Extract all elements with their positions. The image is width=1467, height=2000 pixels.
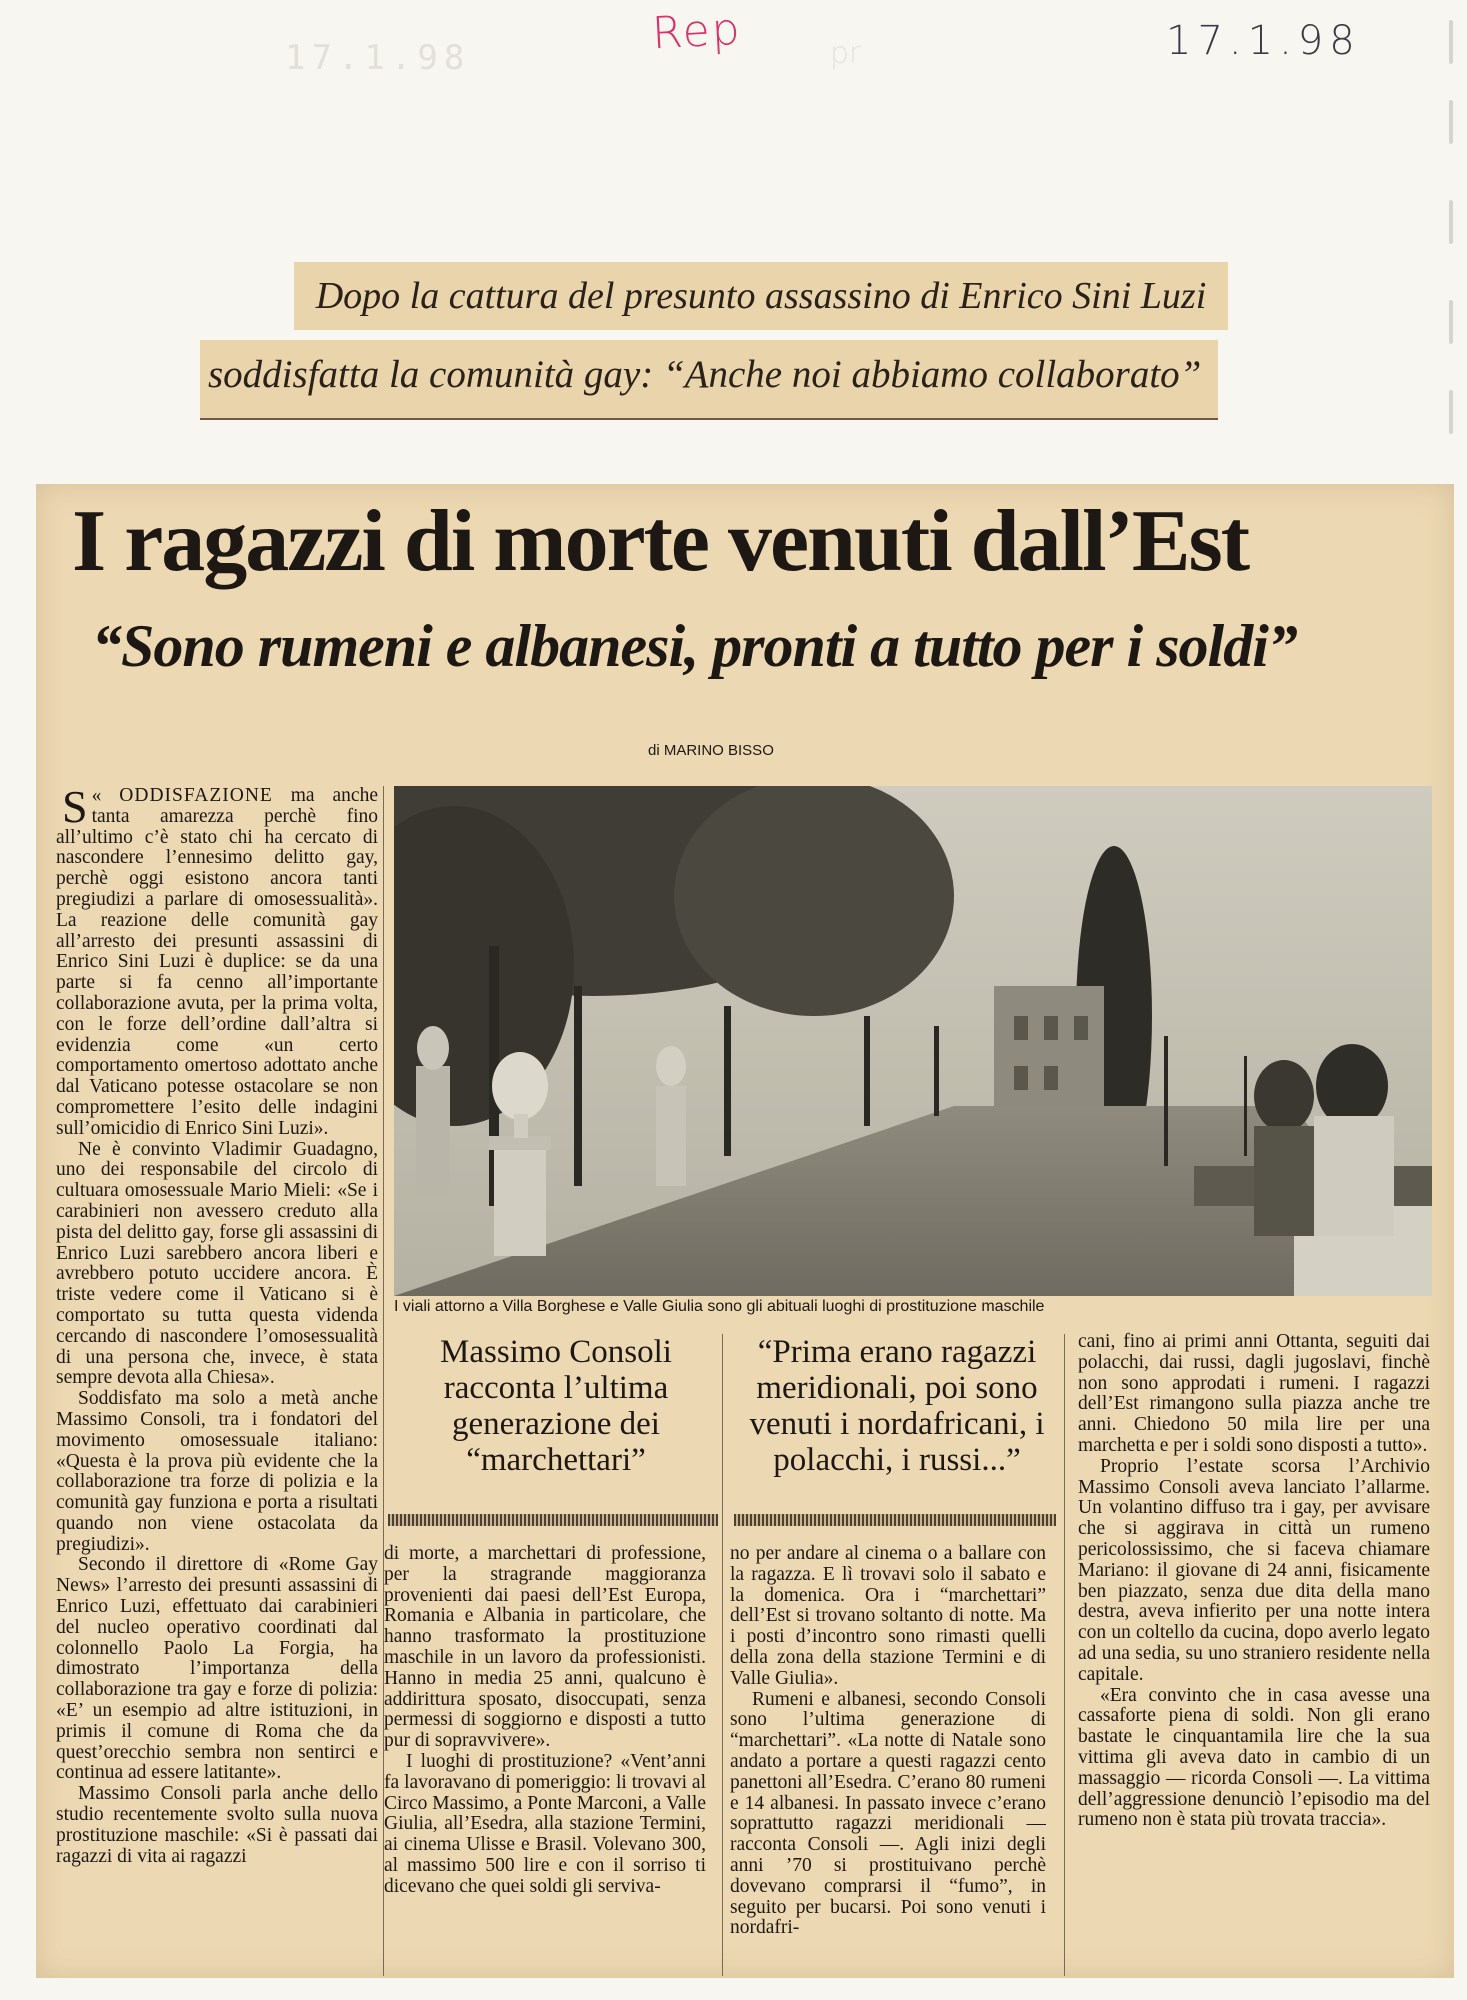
lede-lead-word: ODDISFAZIONE <box>119 786 273 806</box>
paragraph: I luoghi di prostituzione? «Vent’anni fa lavoravano di pomeriggio: li trovavi al Circo Massimo, a Ponte Marconi, a Valle Giulia, all’Esedra, alla stazione Termini, ai cinema Ulisse e Brasil. Volevano 300, al massimo 500 lire e con il sorriso ti dicevano che quei soldi gli serviva- <box>384 1750 706 1897</box>
article-column-left <box>56 786 378 1976</box>
faint-bleedthrough-date: 17.1.98 <box>285 38 471 78</box>
paragraph: Soddisfato ma solo a metà anche Massimo Consoli, tra i fondatori del movimento omosessuale italiano: «Questa è la prova più evidente che la collaborazione tra forze di polizia e la comunità gay funziona e porta a risultati quando non viene ostacolata da pregiudizi». <box>56 1388 378 1555</box>
photo-park-avenue <box>394 786 1432 1296</box>
dropcap: S <box>62 786 88 832</box>
article-photo <box>394 786 1432 1296</box>
paragraph: cani, fino ai primi anni Ottanta, seguiti dai polacchi, dai russi, dagli jugoslavi, finchè non sono approdati i rumeni. I ragazzi dell’Est rimangono sulla piazza anche tre anni. Chiedono 50 mila lire per una marchetta e per i soldi sono disposti a tutto». <box>1078 1332 1430 1456</box>
sidebar-headline-consoli: Massimo Consoli racconta l’ultima generazione dei “marchettari” <box>440 1334 672 1478</box>
paragraph: di morte, a marchettari di professione, per la stragrande maggioranza provenienti dai paesi dell’Est Europa, Romania e Albania in particolare, che hanno trasformato la prostituzione maschile in un lavoro da professionisti. Hanno in media 25 anni, qualcuno è addirittura sposato, disoccupati, senza permessi di soggiorno e disposti a tutto pur di sopravvivere». <box>384 1544 706 1752</box>
handwritten-source-mark: Rep <box>650 3 743 60</box>
byline: di MARINO BISSO <box>648 742 774 759</box>
kicker-strip-1: Dopo la cattura del presunto assassino di Enrico Sini Luzi <box>294 262 1228 330</box>
handwritten-date: 17.1.98 <box>1166 18 1361 64</box>
column-rule <box>722 1334 723 1976</box>
photo-caption: I viali attorno a Villa Borghese e Valle Giulia sono gli abituali luoghi di prostituzione maschile <box>394 1298 1045 1315</box>
lede-rest: ma anche tanta amarezza perchè fino all’ultimo c’è stato chi ha cercato di nascondere l’ennesimo delitto gay, perchè oggi esistono ancora tanti pregiudizi a parlare di omosessualità». La reazione delle comunità gay all’arresto dei presunti assassini di Enrico Sini Luzi è duplice: se da una parte si fa cenno all’importante collaborazione avuta, per la prima volta, con le forze dell’ordine dall’altra si evidenzia come «un certo comportamento omertoso adottato anche dal Vaticano potesse ostacolare se non compromettere l’esito delle indagini sull’omicidio di Enrico Sini Luzi». <box>56 786 378 1139</box>
paragraph: no per andare al cinema o a ballare con la ragazza. E lì trovavi solo il sabato e la domenica. Ora i “marchettari” dell’Est si trovano soltanto di notte. Ma i posti d’incontro sono rimasti quelli della zona della stazione Termini e di Valle Giulia». <box>730 1544 1046 1689</box>
paragraph: Ne è convinto Vladimir Guadagno, uno dei responsabile del circolo di cultuara omosessuale Mario Mieli: «Se i carabinieri non avessero creduto alla pista del delitto gay, forse gli assassini di Enrico Luzi sarebbero ancora liberi e avrebbero potuto uccidere ancora. È triste vedere come il Vaticano si è comportato su tutta questa videnda cercando di nascondere l’omosessualità di una persona che, invece, è stata sempre devota alla Chiesa». <box>56 1138 378 1389</box>
paragraph: «Era convinto che in casa avesse una cassaforte piena di soldi. Non gli erano bastate le cinquantamila lire che la sua vittima gli aveva dato in cambio di un massaggio — ricorda Consoli —. La vittima dell’aggressione denunciò l’episodio ma del rumeno non è stata più trovata traccia». <box>1078 1684 1430 1831</box>
article-column-4 <box>1078 1332 1430 1972</box>
lede-paragraph <box>56 786 378 1140</box>
article-column-2 <box>384 1544 706 1976</box>
article-title: I ragazzi di morte venuti dall’Est <box>72 493 1249 590</box>
faint-bleedthrough-mark: pr <box>830 36 862 71</box>
paragraph: Massimo Consoli parla anche dello studio recentemente svolto sulla nuova prostituzione maschile: «Si è passati dai ragazzi di vita ai ragazzi <box>56 1783 378 1867</box>
opening-quote: « <box>91 786 102 806</box>
column-rule <box>1064 1334 1065 1976</box>
paragraph: Rumeni e albanesi, secondo Consoli sono l’ultima generazione di “marchettari”. «La notte di Natale sono andato a portare a questi ragazzi cento panettoni all’Esedra. C’erano 80 rumeni e 14 albanesi. In passato invece c’erano soprattutto ragazzi meridionali — racconta Consoli —. Agli inizi degli anni ’70 si prostituivano perchè dovevano comprarsi il “fumo”, in seguito per bucarsi. Poi sono venuti i nordafri- <box>730 1688 1046 1939</box>
article-column-3 <box>730 1544 1046 1976</box>
paragraph: Proprio l’estate scorsa l’Archivio Massimo Consoli aveva lanciato l’allarme. Un volantino diffuso tra i gay, per avvisare che si aggirava in città un rumeno pericolossissimo, che si faceva chiamare Mariano: il giovane di 24 anni, fisicamente ben piazzato, senza due dita della mano destra, aveva infierito per una notte intera con un coltello da cucina, dopo averlo legato ad una sedia, su uno straniero residente nella capitale. <box>1078 1455 1430 1685</box>
hatched-divider <box>388 1514 718 1526</box>
sidebar-headline-quote: “Prima erano ragazzi meridionali, poi sono venuti i nordafricani, i polacchi, i russi...” <box>749 1334 1045 1478</box>
paragraph: Secondo il direttore di «Rome Gay News» l’arresto dei presunti assassini di Enrico Luzi, effettuato dai carabinieri del nucleo operativo coordinati dal colonnello Paolo La Forgia, ha dimostrato l’importanza della collaborazione tra gay e forze di polizia: «E’ un esempio ad altre istituzioni, in primis il comune di Roma che da quest’orecchio sembra non sentirci e continua ad essere latitante». <box>56 1554 378 1784</box>
article-subtitle: “Sono rumeni e albanesi, pronti a tutto per i soldi” <box>92 613 1297 679</box>
kicker-strip-2: soddisfatta la comunità gay: “Anche noi abbiamo collaborato” <box>200 340 1218 420</box>
hatched-divider <box>734 1514 1056 1526</box>
